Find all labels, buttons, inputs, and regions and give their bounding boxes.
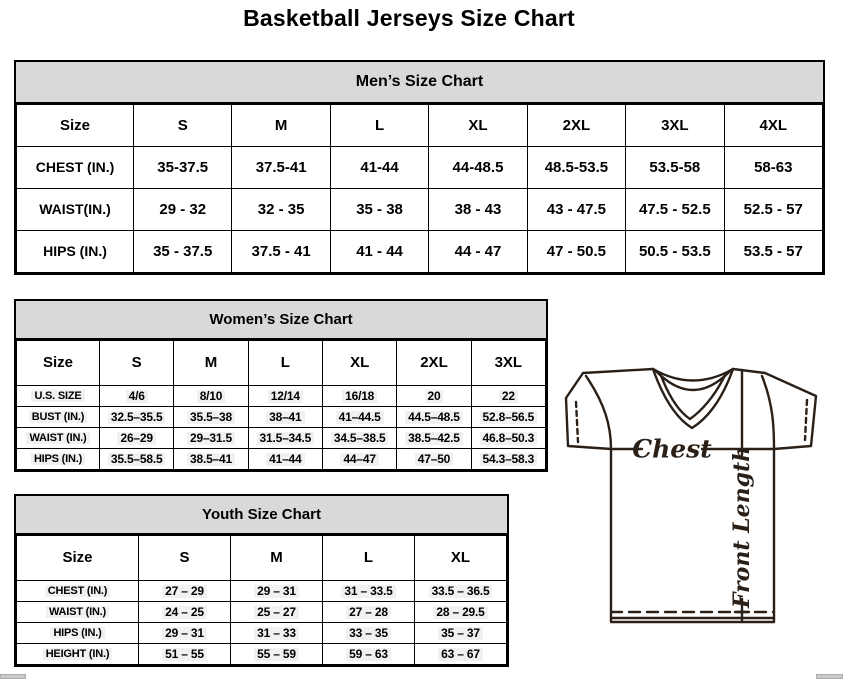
value-cell: 35 - 37.5 (134, 231, 232, 273)
value-cell: 35-37.5 (134, 147, 232, 189)
table-row (17, 231, 823, 273)
value-cell: 44.5–48.5 (397, 407, 471, 428)
value-cell: 37.5 - 41 (232, 231, 330, 273)
column-header: 2XL (527, 105, 625, 147)
value-cell: 12/14 (248, 386, 322, 407)
column-header: XL (322, 341, 396, 386)
row-label: WAIST(IN.) (17, 189, 134, 231)
value-cell: 41–44.5 (322, 407, 396, 428)
value-cell: 38–41 (248, 407, 322, 428)
womens-chart-table (16, 340, 546, 470)
value-cell: 27 – 29 (139, 581, 231, 602)
value-cell: 34.5–38.5 (322, 428, 396, 449)
row-label: HIPS (IN.) (17, 449, 100, 470)
column-header: Size (17, 341, 100, 386)
value-cell: 54.3–58.3 (471, 449, 545, 470)
table-row (17, 428, 546, 449)
column-header: Size (17, 105, 134, 147)
table-row (17, 147, 823, 189)
column-header: 4XL (724, 105, 822, 147)
table-row (17, 407, 546, 428)
row-label: WAIST (IN.) (17, 602, 139, 623)
youth-chart-header: Youth Size Chart (16, 496, 507, 535)
chest-label: Chest (632, 434, 712, 464)
value-cell: 37.5-41 (232, 147, 330, 189)
value-cell: 28 – 29.5 (415, 602, 507, 623)
row-label: CHEST (IN.) (17, 147, 134, 189)
value-cell: 55 – 59 (231, 644, 323, 665)
row-label: U.S. SIZE (17, 386, 100, 407)
value-cell: 29 - 32 (134, 189, 232, 231)
column-header: M (232, 105, 330, 147)
value-cell: 47 - 50.5 (527, 231, 625, 273)
row-label: WAIST (IN.) (17, 428, 100, 449)
value-cell: 43 - 47.5 (527, 189, 625, 231)
table-row (17, 189, 823, 231)
row-label: CHEST (IN.) (17, 581, 139, 602)
value-cell: 44 - 47 (429, 231, 527, 273)
table-row (17, 581, 507, 602)
value-cell: 16/18 (322, 386, 396, 407)
value-cell: 33.5 – 36.5 (415, 581, 507, 602)
value-cell: 29–31.5 (174, 428, 248, 449)
front-length-label: Front Length (729, 445, 755, 609)
value-cell: 44-48.5 (429, 147, 527, 189)
value-cell: 32 - 35 (232, 189, 330, 231)
column-header: 2XL (397, 341, 471, 386)
value-cell: 26–29 (100, 428, 174, 449)
value-cell: 27 – 28 (323, 602, 415, 623)
value-cell: 35 - 38 (330, 189, 428, 231)
value-cell: 35.5–38 (174, 407, 248, 428)
column-header: S (134, 105, 232, 147)
column-header: L (330, 105, 428, 147)
value-cell: 4/6 (100, 386, 174, 407)
value-cell: 44–47 (322, 449, 396, 470)
value-cell: 47.5 - 52.5 (626, 189, 724, 231)
value-cell: 38.5–41 (174, 449, 248, 470)
table-row (17, 623, 507, 644)
value-cell: 35 – 37 (415, 623, 507, 644)
value-cell: 38 - 43 (429, 189, 527, 231)
womens-chart-header: Women’s Size Chart (16, 301, 546, 340)
mens-size-chart (14, 60, 825, 275)
column-header: XL (415, 536, 507, 581)
table-row (17, 386, 546, 407)
value-cell: 50.5 - 53.5 (626, 231, 724, 273)
column-header: L (323, 536, 415, 581)
youth-size-chart (14, 494, 509, 667)
row-label: HEIGHT (IN.) (17, 644, 139, 665)
value-cell: 53.5-58 (626, 147, 724, 189)
value-cell: 24 – 25 (139, 602, 231, 623)
row-label: BUST (IN.) (17, 407, 100, 428)
value-cell: 8/10 (174, 386, 248, 407)
value-cell: 29 – 31 (231, 581, 323, 602)
value-cell: 41–44 (248, 449, 322, 470)
column-header: Size (17, 536, 139, 581)
value-cell: 52.8–56.5 (471, 407, 545, 428)
value-cell: 41 - 44 (330, 231, 428, 273)
value-cell: 38.5–42.5 (397, 428, 471, 449)
womens-size-chart (14, 299, 548, 472)
column-header: 3XL (471, 341, 545, 386)
column-header: XL (429, 105, 527, 147)
column-header: S (139, 536, 231, 581)
value-cell: 53.5 - 57 (724, 231, 822, 273)
row-label: HIPS (IN.) (17, 231, 134, 273)
column-header: L (248, 341, 322, 386)
horizontal-scrollbar-left-piece[interactable] (0, 674, 26, 679)
value-cell: 20 (397, 386, 471, 407)
value-cell: 46.8–50.3 (471, 428, 545, 449)
value-cell: 47–50 (397, 449, 471, 470)
horizontal-scrollbar-right-piece[interactable] (816, 674, 843, 679)
youth-chart-table (16, 535, 507, 665)
value-cell: 31 – 33.5 (323, 581, 415, 602)
value-cell: 52.5 - 57 (724, 189, 822, 231)
column-header: M (174, 341, 248, 386)
value-cell: 31.5–34.5 (248, 428, 322, 449)
page-title: Basketball Jerseys Size Chart (243, 5, 575, 31)
value-cell: 31 – 33 (231, 623, 323, 644)
table-row (17, 602, 507, 623)
value-cell: 25 – 27 (231, 602, 323, 623)
column-header: S (100, 341, 174, 386)
value-cell: 32.5–35.5 (100, 407, 174, 428)
column-header: 3XL (626, 105, 724, 147)
value-cell: 48.5-53.5 (527, 147, 625, 189)
value-cell: 58-63 (724, 147, 822, 189)
column-header: M (231, 536, 323, 581)
table-row (17, 644, 507, 665)
value-cell: 41-44 (330, 147, 428, 189)
value-cell: 51 – 55 (139, 644, 231, 665)
mens-chart-header: Men’s Size Chart (16, 62, 823, 104)
value-cell: 33 – 35 (323, 623, 415, 644)
value-cell: 22 (471, 386, 545, 407)
value-cell: 59 – 63 (323, 644, 415, 665)
jersey-measurement-diagram-icon (553, 356, 840, 643)
value-cell: 63 – 67 (415, 644, 507, 665)
table-row (17, 449, 546, 470)
mens-chart-table (16, 104, 823, 273)
value-cell: 35.5–58.5 (100, 449, 174, 470)
value-cell: 29 – 31 (139, 623, 231, 644)
row-label: HIPS (IN.) (17, 623, 139, 644)
